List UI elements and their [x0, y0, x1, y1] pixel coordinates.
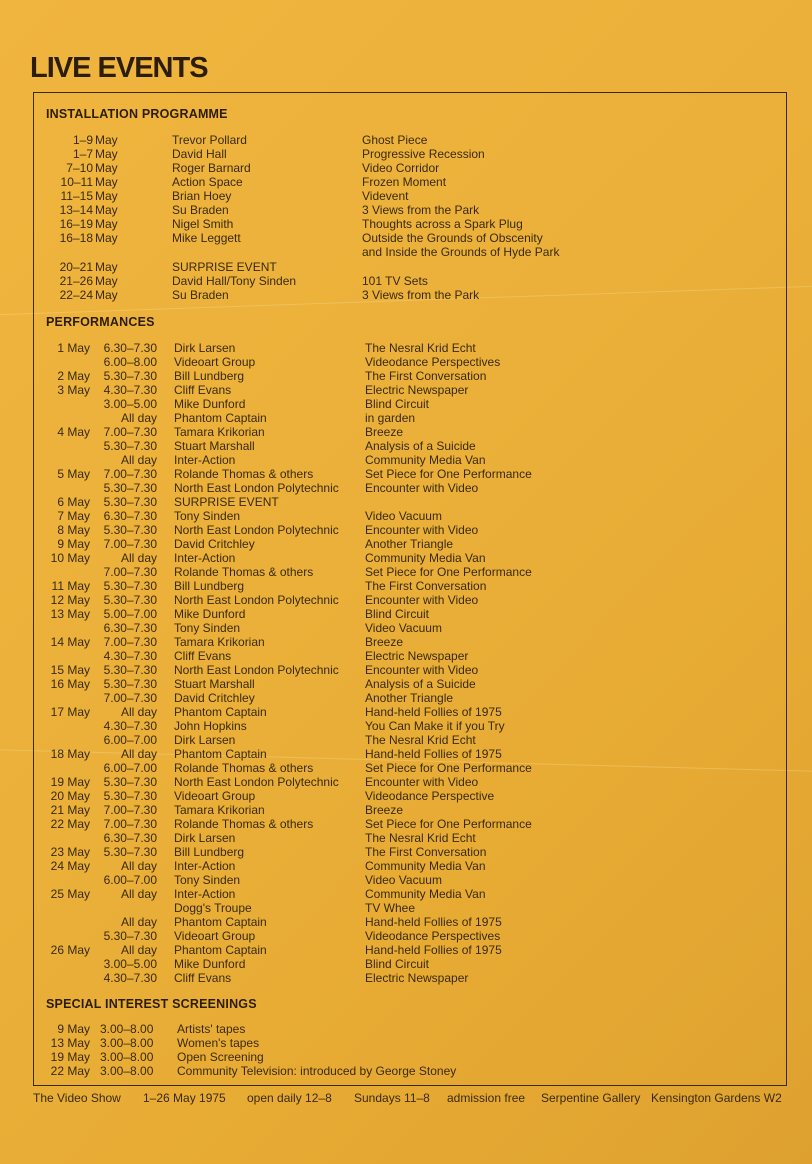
performer-name: Cliff Evans [174, 649, 232, 663]
performance-time: 5.30–7.30 [103, 593, 157, 607]
performer-name: North East London Polytechnic [174, 663, 339, 677]
performer-name: Phantom Captain [174, 915, 267, 929]
performance-row [0, 845, 812, 859]
work-title: Thoughts across a Spark Plug [362, 217, 523, 231]
performer-name: North East London Polytechnic [174, 523, 339, 537]
performance-row [0, 607, 812, 621]
performance-date: 9 May [57, 537, 90, 551]
performance-time: 4.30–7.30 [103, 719, 157, 733]
performance-time: 7.00–7.30 [103, 803, 157, 817]
performer-name: David Critchley [174, 691, 255, 705]
performance-time: 5.30–7.30 [103, 579, 157, 593]
performance-time: 5.30–7.30 [103, 677, 157, 691]
installation-list [0, 133, 812, 259]
performance-row [0, 383, 812, 397]
performance-title: in garden [365, 411, 416, 425]
performance-date: 24 May [50, 859, 90, 873]
performance-date: 17 May [50, 705, 90, 719]
performance-row [0, 495, 812, 509]
performance-title: Blind Circuit [365, 957, 430, 971]
performance-date: 7 May [57, 509, 90, 523]
work-title: 3 Views from the Park [362, 203, 480, 217]
performance-row [0, 761, 812, 775]
work-title: Progressive Recession [362, 147, 485, 161]
work-title: 3 Views from the Park [362, 288, 480, 302]
performance-row [0, 691, 812, 705]
artist-name: David Hall/Tony Sinden [172, 274, 297, 288]
performance-time: 5.30–7.30 [103, 663, 157, 677]
performance-title: TV Whee [365, 901, 416, 915]
performance-time: 6.00–7.00 [103, 733, 157, 747]
screening-title: Open Screening [177, 1050, 264, 1064]
performance-time: 4.30–7.30 [103, 383, 157, 397]
installation-heading: INSTALLATION PROGRAMME [46, 107, 228, 121]
performance-date: 2 May [57, 369, 90, 383]
performance-time: 5.30–7.30 [103, 929, 157, 943]
installation-row [0, 175, 812, 189]
artist-name: Mike Leggett [172, 231, 241, 245]
performance-title: Breeze [365, 425, 404, 439]
screening-time: 3.00–8.00 [100, 1050, 154, 1064]
date-range: 21–26 [59, 274, 93, 288]
screenings-heading: SPECIAL INTEREST SCREENINGS [46, 997, 257, 1011]
performance-time: 5.30–7.30 [103, 845, 157, 859]
artist-name: Action Space [172, 175, 243, 189]
performance-date: 26 May [50, 943, 90, 957]
page-title: LIVE EVENTS [30, 52, 208, 84]
performance-title: Set Piece for One Performance [365, 565, 532, 579]
performance-title: Breeze [365, 635, 404, 649]
month: May [95, 189, 118, 203]
date-range: 7–10 [66, 161, 93, 175]
month: May [95, 175, 118, 189]
artist-name: SURPRISE EVENT [172, 260, 277, 274]
performance-title: Hand-held Follies of 1975 [365, 747, 502, 761]
performance-row [0, 397, 812, 411]
performance-date: 1 May [57, 341, 90, 355]
footer-hours: open daily 12–8 [247, 1091, 332, 1105]
artist-name: Roger Barnard [172, 161, 251, 175]
screening-row [0, 1050, 812, 1064]
performance-date: 5 May [57, 467, 90, 481]
performer-name: Tamara Krikorian [174, 635, 265, 649]
month: May [95, 147, 118, 161]
performer-name: Tamara Krikorian [174, 425, 265, 439]
performance-row [0, 593, 812, 607]
performance-time: 6.30–7.30 [103, 621, 157, 635]
artist-name: Su Braden [172, 203, 229, 217]
performance-time: 3.00–5.00 [103, 397, 157, 411]
installation-row [0, 288, 812, 302]
performance-time: 5.30–7.30 [103, 789, 157, 803]
date-range: 16–18 [59, 231, 93, 245]
installation-row [0, 161, 812, 175]
performances-heading: PERFORMANCES [46, 315, 155, 329]
performer-name: North East London Polytechnic [174, 775, 339, 789]
month: May [95, 288, 118, 302]
performance-date: 13 May [50, 607, 90, 621]
performance-row [0, 887, 812, 901]
performance-date: 21 May [50, 803, 90, 817]
performance-row [0, 411, 812, 425]
performer-name: North East London Polytechnic [174, 481, 339, 495]
screening-date: 19 May [50, 1050, 90, 1064]
work-title: 101 TV Sets [362, 274, 428, 288]
performance-time: 5.00–7.00 [103, 607, 157, 621]
installation-row [0, 274, 812, 288]
performer-name: Tony Sinden [174, 509, 241, 523]
performance-title: Video Vacuum [365, 509, 442, 523]
performer-name: Tamara Krikorian [174, 803, 265, 817]
performer-name: Mike Dunford [174, 607, 246, 621]
performance-title: Encounter with Video [365, 663, 479, 677]
installation-row [0, 147, 812, 161]
performance-date: 16 May [50, 677, 90, 691]
performance-title: The First Conversation [365, 369, 487, 383]
screening-date: 13 May [50, 1036, 90, 1050]
performer-name: Dirk Larsen [174, 733, 236, 747]
performance-title: Set Piece for One Performance [365, 467, 532, 481]
performance-time: All day [120, 943, 157, 957]
screening-title: Women's tapes [177, 1036, 260, 1050]
performance-date: 11 May [51, 579, 90, 593]
performance-title: Electric Newspaper [365, 971, 469, 985]
installation-row [0, 231, 812, 245]
performer-name: Phantom Captain [174, 705, 267, 719]
performance-date: 15 May [50, 663, 90, 677]
date-range: 16–19 [59, 217, 93, 231]
date-range: 1–9 [72, 133, 93, 147]
month: May [95, 260, 118, 274]
work-title: Frozen Moment [362, 175, 447, 189]
performance-time: 7.00–7.30 [103, 817, 157, 831]
performance-row [0, 649, 812, 663]
performance-time: 4.30–7.30 [103, 971, 157, 985]
artist-name: Nigel Smith [172, 217, 234, 231]
performance-title: Videodance Perspectives [365, 355, 501, 369]
performer-name: Cliff Evans [174, 971, 232, 985]
performance-row [0, 453, 812, 467]
footer-dates: 1–26 May 1975 [143, 1091, 226, 1105]
performance-time: 3.00–5.00 [103, 957, 157, 971]
performance-row [0, 467, 812, 481]
screening-title: Community Television: introduced by George Stoney [177, 1064, 457, 1078]
performance-row [0, 537, 812, 551]
performance-row [0, 705, 812, 719]
date-range: 20–21 [59, 260, 93, 274]
performance-row [0, 621, 812, 635]
performance-time: All day [120, 705, 157, 719]
screenings-list [0, 1022, 812, 1078]
installation-row [0, 203, 812, 217]
performer-name: Videoart Group [174, 789, 256, 803]
performer-name: Videoart Group [174, 355, 256, 369]
performance-title: Another Triangle [365, 691, 454, 705]
performance-date: 23 May [50, 845, 90, 859]
performer-name: Rolande Thomas & others [174, 761, 314, 775]
performance-row [0, 915, 812, 929]
performance-time: 6.30–7.30 [103, 831, 157, 845]
performance-row [0, 677, 812, 691]
installation-row [0, 260, 812, 274]
performance-row [0, 635, 812, 649]
performance-date: 22 May [50, 817, 90, 831]
work-title: Videvent [362, 189, 409, 203]
performance-row [0, 551, 812, 565]
performer-name: Cliff Evans [174, 383, 232, 397]
performance-title: Encounter with Video [365, 481, 479, 495]
performance-row [0, 775, 812, 789]
artist-name: David Hall [172, 147, 227, 161]
performance-date: 4 May [57, 425, 90, 439]
performance-time: 7.00–7.30 [103, 565, 157, 579]
performance-title: Set Piece for One Performance [365, 761, 532, 775]
performance-row [0, 929, 812, 943]
screening-time: 3.00–8.00 [100, 1036, 154, 1050]
performer-name: Inter-Action [174, 453, 236, 467]
performer-name: Phantom Captain [174, 747, 267, 761]
performance-time: 5.30–7.30 [103, 523, 157, 537]
performance-title: Analysis of a Suicide [365, 439, 476, 453]
performance-title: Hand-held Follies of 1975 [365, 705, 502, 719]
performance-row [0, 789, 812, 803]
work-title: and Inside the Grounds of Hyde Park [362, 245, 560, 259]
performance-title: The First Conversation [365, 845, 487, 859]
performance-time: 6.00–7.00 [103, 873, 157, 887]
installation-row [0, 217, 812, 231]
performer-name: SURPRISE EVENT [174, 495, 279, 509]
performance-time: All day [120, 915, 157, 929]
performance-date: 3 May [57, 383, 90, 397]
performer-name: Dirk Larsen [174, 831, 236, 845]
screening-row [0, 1064, 812, 1078]
installation-row [0, 133, 812, 147]
month: May [95, 231, 118, 245]
footer-admission: admission free [447, 1091, 526, 1105]
performance-row [0, 523, 812, 537]
performer-name: Dogg's Troupe [174, 901, 252, 915]
performance-row [0, 971, 812, 985]
performance-title: The Nesral Krid Echt [365, 733, 476, 747]
performance-date: 10 May [50, 551, 90, 565]
performance-title: Encounter with Video [365, 593, 479, 607]
artist-name: Brian Hoey [172, 189, 232, 203]
performance-row [0, 733, 812, 747]
screening-row [0, 1022, 812, 1036]
performance-row [0, 747, 812, 761]
performer-name: Tony Sinden [174, 621, 241, 635]
performance-title: Video Vacuum [365, 621, 442, 635]
performance-time: All day [120, 453, 157, 467]
performance-time: 6.30–7.30 [103, 509, 157, 523]
screening-time: 3.00–8.00 [100, 1064, 154, 1078]
performance-time: All day [120, 859, 157, 873]
performance-time: 5.30–7.30 [103, 481, 157, 495]
performance-row [0, 719, 812, 733]
performer-name: Rolande Thomas & others [174, 467, 314, 481]
performance-row [0, 509, 812, 523]
performance-time: 4.30–7.30 [103, 649, 157, 663]
performance-title: Blind Circuit [365, 397, 430, 411]
screening-date: 9 May [57, 1022, 90, 1036]
performance-date: 25 May [50, 887, 90, 901]
date-range: 13–14 [59, 203, 93, 217]
performance-time: 5.30–7.30 [103, 495, 157, 509]
performance-time: 7.00–7.30 [103, 691, 157, 705]
performance-date: 19 May [50, 775, 90, 789]
performance-title: The Nesral Krid Echt [365, 831, 476, 845]
screening-title: Artists' tapes [177, 1022, 246, 1036]
performance-time: 7.00–7.30 [103, 537, 157, 551]
performance-row [0, 943, 812, 957]
performance-title: Set Piece for One Performance [365, 817, 532, 831]
performance-title: Electric Newspaper [365, 649, 469, 663]
performer-name: Dirk Larsen [174, 341, 236, 355]
performer-name: Inter-Action [174, 551, 236, 565]
performance-title: Blind Circuit [365, 607, 430, 621]
performance-time: All day [120, 747, 157, 761]
installation-list-late [0, 260, 812, 302]
performance-title: Encounter with Video [365, 523, 479, 537]
performer-name: Bill Lundberg [174, 845, 245, 859]
performance-row [0, 579, 812, 593]
performance-time: 7.00–7.30 [103, 467, 157, 481]
performance-title: Encounter with Video [365, 775, 479, 789]
performance-title: The First Conversation [365, 579, 487, 593]
performance-row [0, 341, 812, 355]
performance-title: Community Media Van [365, 453, 486, 467]
performance-title: Breeze [365, 803, 404, 817]
date-range: 1–7 [72, 147, 93, 161]
performance-title: Videodance Perspectives [365, 929, 501, 943]
artist-name: Su Braden [172, 288, 229, 302]
performance-title: Electric Newspaper [365, 383, 469, 397]
work-title: Outside the Grounds of Obscenity [362, 231, 543, 245]
date-range: 11–15 [60, 189, 93, 203]
performance-row [0, 901, 812, 915]
performance-time: 7.00–7.30 [103, 635, 157, 649]
month: May [95, 203, 118, 217]
performance-title: Video Vacuum [365, 873, 442, 887]
performer-name: David Critchley [174, 537, 255, 551]
performer-name: John Hopkins [174, 719, 247, 733]
performer-name: Mike Dunford [174, 397, 246, 411]
performance-time: 6.00–8.00 [103, 355, 157, 369]
performance-row [0, 565, 812, 579]
performance-row [0, 439, 812, 453]
performer-name: Phantom Captain [174, 411, 267, 425]
performance-row [0, 831, 812, 845]
date-range: 22–24 [59, 288, 93, 302]
installation-row [0, 245, 812, 259]
performance-date: 20 May [50, 789, 90, 803]
performance-row [0, 803, 812, 817]
performer-name: Bill Lundberg [174, 369, 245, 383]
performance-title: Analysis of a Suicide [365, 677, 476, 691]
performance-row [0, 663, 812, 677]
artist-name: Trevor Pollard [172, 133, 247, 147]
performer-name: Videoart Group [174, 929, 256, 943]
work-title: Ghost Piece [362, 133, 428, 147]
footer-show: The Video Show [33, 1091, 121, 1105]
performer-name: Rolande Thomas & others [174, 817, 314, 831]
performance-date: 14 May [50, 635, 90, 649]
performance-title: You Can Make it if you Try [365, 719, 505, 733]
performer-name: Tony Sinden [174, 873, 241, 887]
performance-title: Community Media Van [365, 551, 486, 565]
performance-title: Community Media Van [365, 887, 486, 901]
performer-name: Bill Lundberg [174, 579, 245, 593]
performance-row [0, 873, 812, 887]
performer-name: Inter-Action [174, 859, 236, 873]
footer-venue: Serpentine Gallery [541, 1091, 641, 1105]
screening-date: 22 May [50, 1064, 90, 1078]
performance-time: All day [120, 551, 157, 565]
performance-row [0, 425, 812, 439]
month: May [95, 217, 118, 231]
performer-name: Phantom Captain [174, 943, 267, 957]
month: May [95, 161, 118, 175]
screening-time: 3.00–8.00 [100, 1022, 154, 1036]
performance-row [0, 957, 812, 971]
installation-row [0, 189, 812, 203]
performance-time: 7.00–7.30 [103, 425, 157, 439]
performer-name: North East London Polytechnic [174, 593, 339, 607]
footer-location: Kensington Gardens W2 [651, 1091, 782, 1105]
performance-time: 6.00–7.00 [103, 761, 157, 775]
footer-sundays: Sundays 11–8 [354, 1091, 430, 1105]
performance-time: All day [120, 411, 157, 425]
performance-title: The Nesral Krid Echt [365, 341, 476, 355]
performance-row [0, 817, 812, 831]
performance-row [0, 859, 812, 873]
performance-time: All day [120, 887, 157, 901]
performer-name: Stuart Marshall [174, 677, 255, 691]
performances-list [0, 341, 812, 985]
performance-title: Community Media Van [365, 859, 486, 873]
performance-title: Videodance Perspective [365, 789, 495, 803]
performance-time: 5.30–7.30 [103, 775, 157, 789]
screening-row [0, 1036, 812, 1050]
performance-title: Hand-held Follies of 1975 [365, 943, 502, 957]
performance-row [0, 481, 812, 495]
performance-date: 18 May [50, 747, 90, 761]
month: May [95, 274, 118, 288]
performance-date: 6 May [57, 495, 90, 509]
performance-time: 5.30–7.30 [103, 369, 157, 383]
performance-time: 5.30–7.30 [103, 439, 157, 453]
month: May [95, 133, 118, 147]
performance-date: 8 May [57, 523, 90, 537]
work-title: Video Corridor [362, 161, 440, 175]
performer-name: Rolande Thomas & others [174, 565, 314, 579]
performance-title: Another Triangle [365, 537, 454, 551]
performer-name: Stuart Marshall [174, 439, 255, 453]
performance-time: 6.30–7.30 [103, 341, 157, 355]
performance-title: Hand-held Follies of 1975 [365, 915, 502, 929]
performer-name: Inter-Action [174, 887, 236, 901]
performer-name: Mike Dunford [174, 957, 246, 971]
performance-date: 12 May [50, 593, 90, 607]
date-range: 10–11 [60, 175, 93, 189]
performance-row [0, 355, 812, 369]
performance-row [0, 369, 812, 383]
